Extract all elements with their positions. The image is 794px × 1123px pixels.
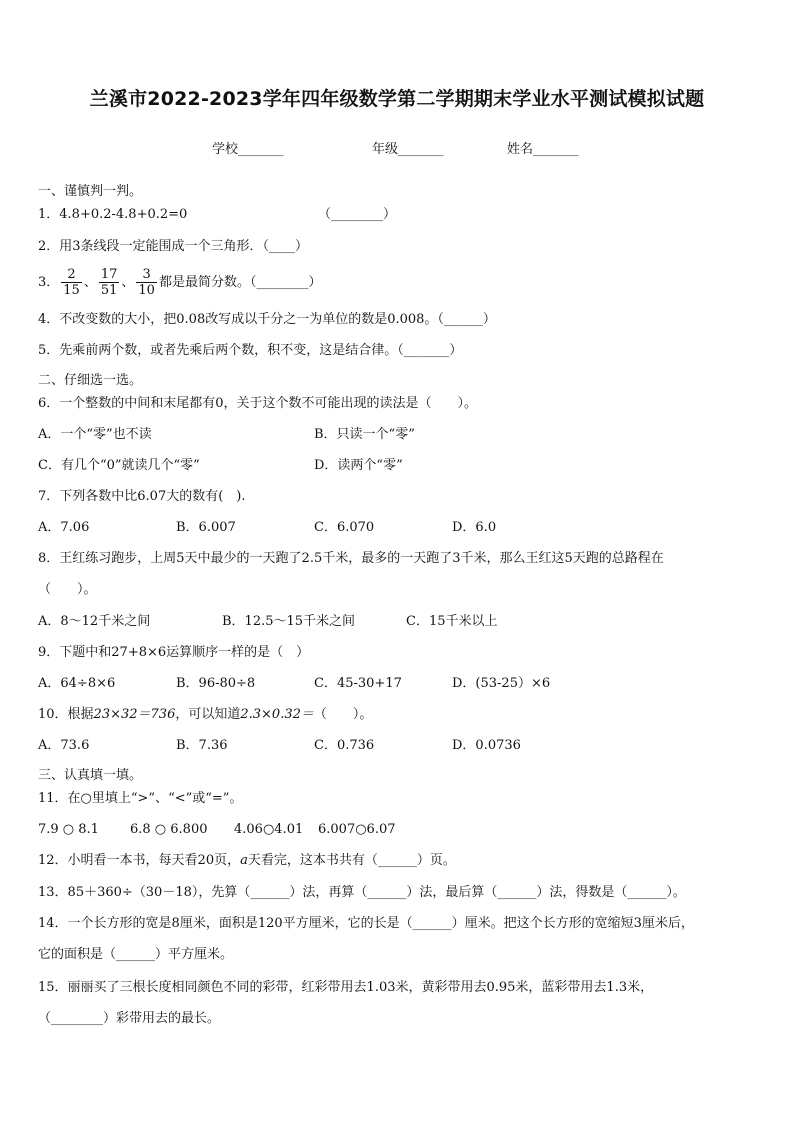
q12-stem-a: 12．小明看一本书，每天看20页，	[38, 853, 241, 868]
q8-option-c: C．15千米以上	[406, 614, 498, 629]
question-15-line-2: （________）彩带用去的最长。	[38, 1011, 221, 1026]
q6-option-d: D．读两个“零”	[314, 458, 403, 473]
q9-option-c: C．45-30+17	[314, 676, 402, 691]
q10-option-a: A．73.6	[38, 738, 90, 753]
q9-option-a: A．64÷8×6	[38, 676, 116, 691]
q6-option-a: A．一个“零”也不读	[38, 427, 152, 442]
question-9: 9．下题中和27+8×6运算顺序一样的是（ ）	[38, 645, 310, 660]
question-3	[38, 265, 321, 301]
q10-option-b: B．7.36	[176, 738, 228, 753]
separator: 、	[83, 275, 97, 290]
q11-item-2: 6.8 ○ 6.800	[130, 822, 208, 837]
q11-item-4: 6.007○6.07	[318, 822, 396, 837]
q11-item-1: 7.9 ○ 8.1	[38, 822, 99, 837]
question-10	[38, 706, 372, 724]
question-4: 4．不改变数的大小，把0.08改写成以千分之一为单位的数是0.008。（______）	[38, 312, 496, 327]
question-7: 7．下列各数中比6.07大的数有( ).	[38, 489, 246, 504]
q7-option-d: D．6.0	[452, 520, 497, 535]
question-8: 8．王红练习跑步，上周5天中最少的一天跑了2.5千米，最多的一天跑了3千米，那么王红这5天跑的总路程在	[38, 551, 664, 566]
question-13: 13．85＋360÷（30－18），先算（______）法，再算（______）法，最后算（______）法，得数是（______）。	[38, 885, 686, 900]
question-3-prefix: 3．	[38, 275, 60, 290]
q10-stem-c: （ ）。	[313, 707, 373, 722]
section-heading-choose: 二、仔细选一选。	[38, 373, 143, 388]
question-14-line-2: 它的面积是（______）平方厘米。	[38, 947, 234, 962]
q9-option-d: D．(53-25）×6	[452, 676, 551, 691]
q10-expression-2: 2.3×0.32＝	[240, 707, 314, 722]
page-title: 兰溪市2022-2023学年四年级数学第二学期期末学业水平测试模拟试题	[89, 88, 705, 110]
q6-option-b: B．只读一个“零”	[314, 427, 415, 442]
q9-option-b: B．96-80÷8	[176, 676, 256, 691]
q11-item-3: 4.06○4.01	[234, 822, 304, 837]
school-field: 学校_______	[212, 142, 284, 157]
question-14-line-1: 14．一个长方形的宽是8厘米，面积是120平方厘米，它的长是（______）厘米。把这个长方形的宽缩短3厘米后，	[38, 916, 694, 931]
question-6: 6．一个整数的中间和末尾都有0，关于这个数不可能出现的读法是（ ）。	[38, 396, 478, 411]
question-1-blank: （________）	[318, 207, 397, 222]
question-8-blank: （ ）。	[38, 582, 97, 597]
section-heading-fill: 三、认真填一填。	[38, 768, 143, 783]
question-12	[38, 852, 456, 870]
fraction-3-10: $\frac{3}{10}$	[138, 267, 155, 298]
separator: 、	[121, 275, 135, 290]
q7-option-a: A．7.06	[38, 520, 90, 535]
q10-option-c: C．0.736	[314, 738, 375, 753]
q6-option-c: C．有几个“0”就读几个“零”	[38, 458, 200, 473]
question-5: 5．先乘前两个数，或者先乘后两个数，积不变，这是结合律。（_______）	[38, 343, 463, 358]
q10-expression-1: 23×32＝736	[93, 707, 176, 722]
q8-option-a: A．8～12千米之间	[38, 614, 151, 629]
question-2: 2．用3条线段一定能围成一个三角形．（____）	[38, 239, 309, 254]
q7-option-c: C．6.070	[314, 520, 375, 535]
section-heading-judge: 一、谨慎判一判。	[38, 184, 143, 199]
q8-option-b: B．12.5～15千米之间	[222, 614, 356, 629]
q7-option-b: B．6.007	[176, 520, 236, 535]
question-15-line-1: 15．丽丽买了三根长度相同颜色不同的彩带，红彩带用去1.03米，黄彩带用去0.95米，蓝彩带用去1.3米，	[38, 980, 654, 995]
grade-field: 年级_______	[372, 142, 444, 157]
question-3-suffix: 都是最简分数。（________）	[158, 275, 322, 290]
question-1: 1．4.8+0.2-4.8+0.2=0	[38, 207, 188, 222]
fraction-17-51: $\frac{17}{51}$	[100, 267, 118, 298]
fraction-2-15: $\frac{2}{15}$	[63, 267, 80, 298]
q10-stem-a: 10．根据	[38, 707, 94, 722]
q10-stem-b: ，可以知道	[175, 707, 241, 722]
q12-stem-b: 天看完，这本书共有（______）页。	[247, 853, 456, 868]
q10-option-d: D．0.0736	[452, 738, 521, 753]
q12-variable: a	[240, 853, 248, 868]
name-field: 姓名_______	[507, 142, 579, 157]
question-11: 11．在○里填上“>”、“<”或“=”。	[38, 791, 243, 806]
